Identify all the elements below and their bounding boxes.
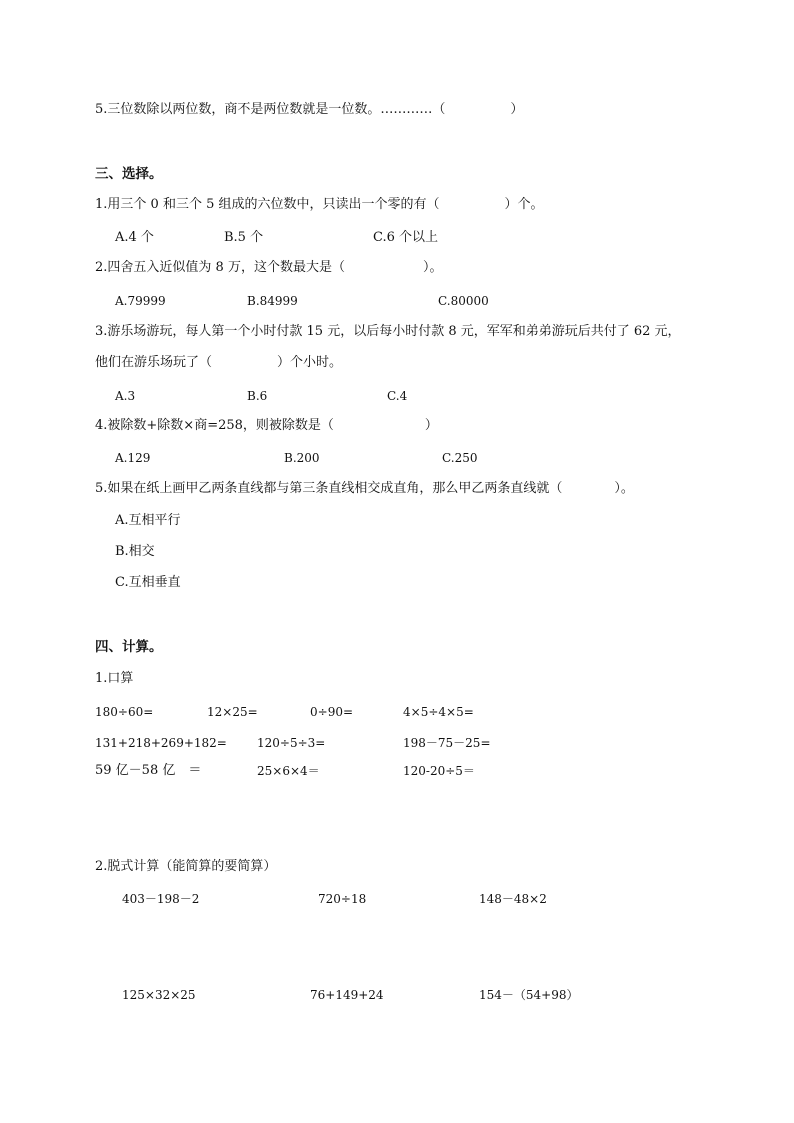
- choice-q5-option-c: C.互相垂直: [115, 575, 181, 590]
- choice-q2-option-a: A.79999: [115, 294, 166, 308]
- choice-q3-stem-line1: 3.游乐场游玩，每人第一个小时付款 15 元，以后每小时付款 8 元，军军和弟弟游玩后共付了 62 元，: [95, 324, 681, 339]
- choice-q4-option-c: C.250: [442, 451, 478, 465]
- choice-q2-option-c: C.80000: [438, 294, 489, 308]
- detached-calc-item: 125×32×25: [122, 988, 196, 1002]
- choice-q3-option-b: B.6: [247, 389, 268, 403]
- choice-q3-stem-line2: 他们在游乐场玩了（ ）个小时。: [95, 355, 343, 370]
- section-heading-choice: 三、选择。: [95, 166, 163, 182]
- choice-q5-option-b: B.相交: [115, 544, 155, 559]
- oral-calc-item: 59 亿－58 亿 ＝: [95, 763, 202, 778]
- choice-q2-option-b: B.84999: [247, 294, 298, 308]
- detached-calc-item: 403－198－2: [122, 892, 200, 906]
- choice-q3-option-a: A.3: [115, 389, 136, 403]
- detached-calc-item: 148－48×2: [479, 892, 547, 906]
- choice-q3-option-c: C.4: [387, 389, 408, 403]
- oral-calc-item: 120-20÷5＝: [403, 764, 475, 778]
- choice-q1-option-b: B.5 个: [224, 230, 264, 245]
- oral-calc-item: 198－75－25=: [403, 736, 491, 750]
- choice-q1-option-c: C.6 个以上: [373, 230, 439, 245]
- oral-calc-item: 12×25=: [207, 705, 258, 719]
- choice-q1-stem: 1.用三个 0 和三个 5 组成的六位数中，只读出一个零的有（ ）个。: [95, 197, 544, 212]
- oral-calc-item: 120÷5÷3=: [257, 736, 326, 750]
- oral-calc-item: 0÷90=: [310, 705, 354, 719]
- oral-calc-item: 25×6×4＝: [257, 764, 320, 778]
- detached-calc-item: 154－（54+98）: [479, 988, 579, 1002]
- oral-calc-title: 1.口算: [95, 671, 134, 686]
- oral-calc-item: 4×5÷4×5=: [403, 705, 474, 719]
- choice-q5-stem: 5.如果在纸上画甲乙两条直线都与第三条直线相交成直角，那么甲乙两条直线就（ ）。: [95, 481, 634, 496]
- detached-calc-item: 76+149+24: [310, 988, 384, 1002]
- choice-q5-option-a: A.互相平行: [115, 513, 181, 528]
- judge-item-5: 5.三位数除以两位数，商不是两位数就是一位数。…………（ ）: [95, 102, 524, 117]
- choice-q4-option-a: A.129: [115, 451, 151, 465]
- oral-calc-item: 131+218+269+182=: [95, 736, 227, 750]
- detached-calc-title: 2.脱式计算（能简算的要简算）: [95, 859, 277, 874]
- choice-q4-option-b: B.200: [284, 451, 320, 465]
- choice-q4-stem: 4.被除数+除数×商=258，则被除数是（ ）: [95, 418, 438, 433]
- oral-calc-item: 180÷60=: [95, 705, 154, 719]
- detached-calc-item: 720÷18: [318, 892, 367, 906]
- section-heading-calc: 四、计算。: [95, 639, 163, 655]
- choice-q1-option-a: A.4 个: [115, 230, 154, 245]
- choice-q2-stem: 2.四舍五入近似值为 8 万，这个数最大是（ ）。: [95, 260, 443, 275]
